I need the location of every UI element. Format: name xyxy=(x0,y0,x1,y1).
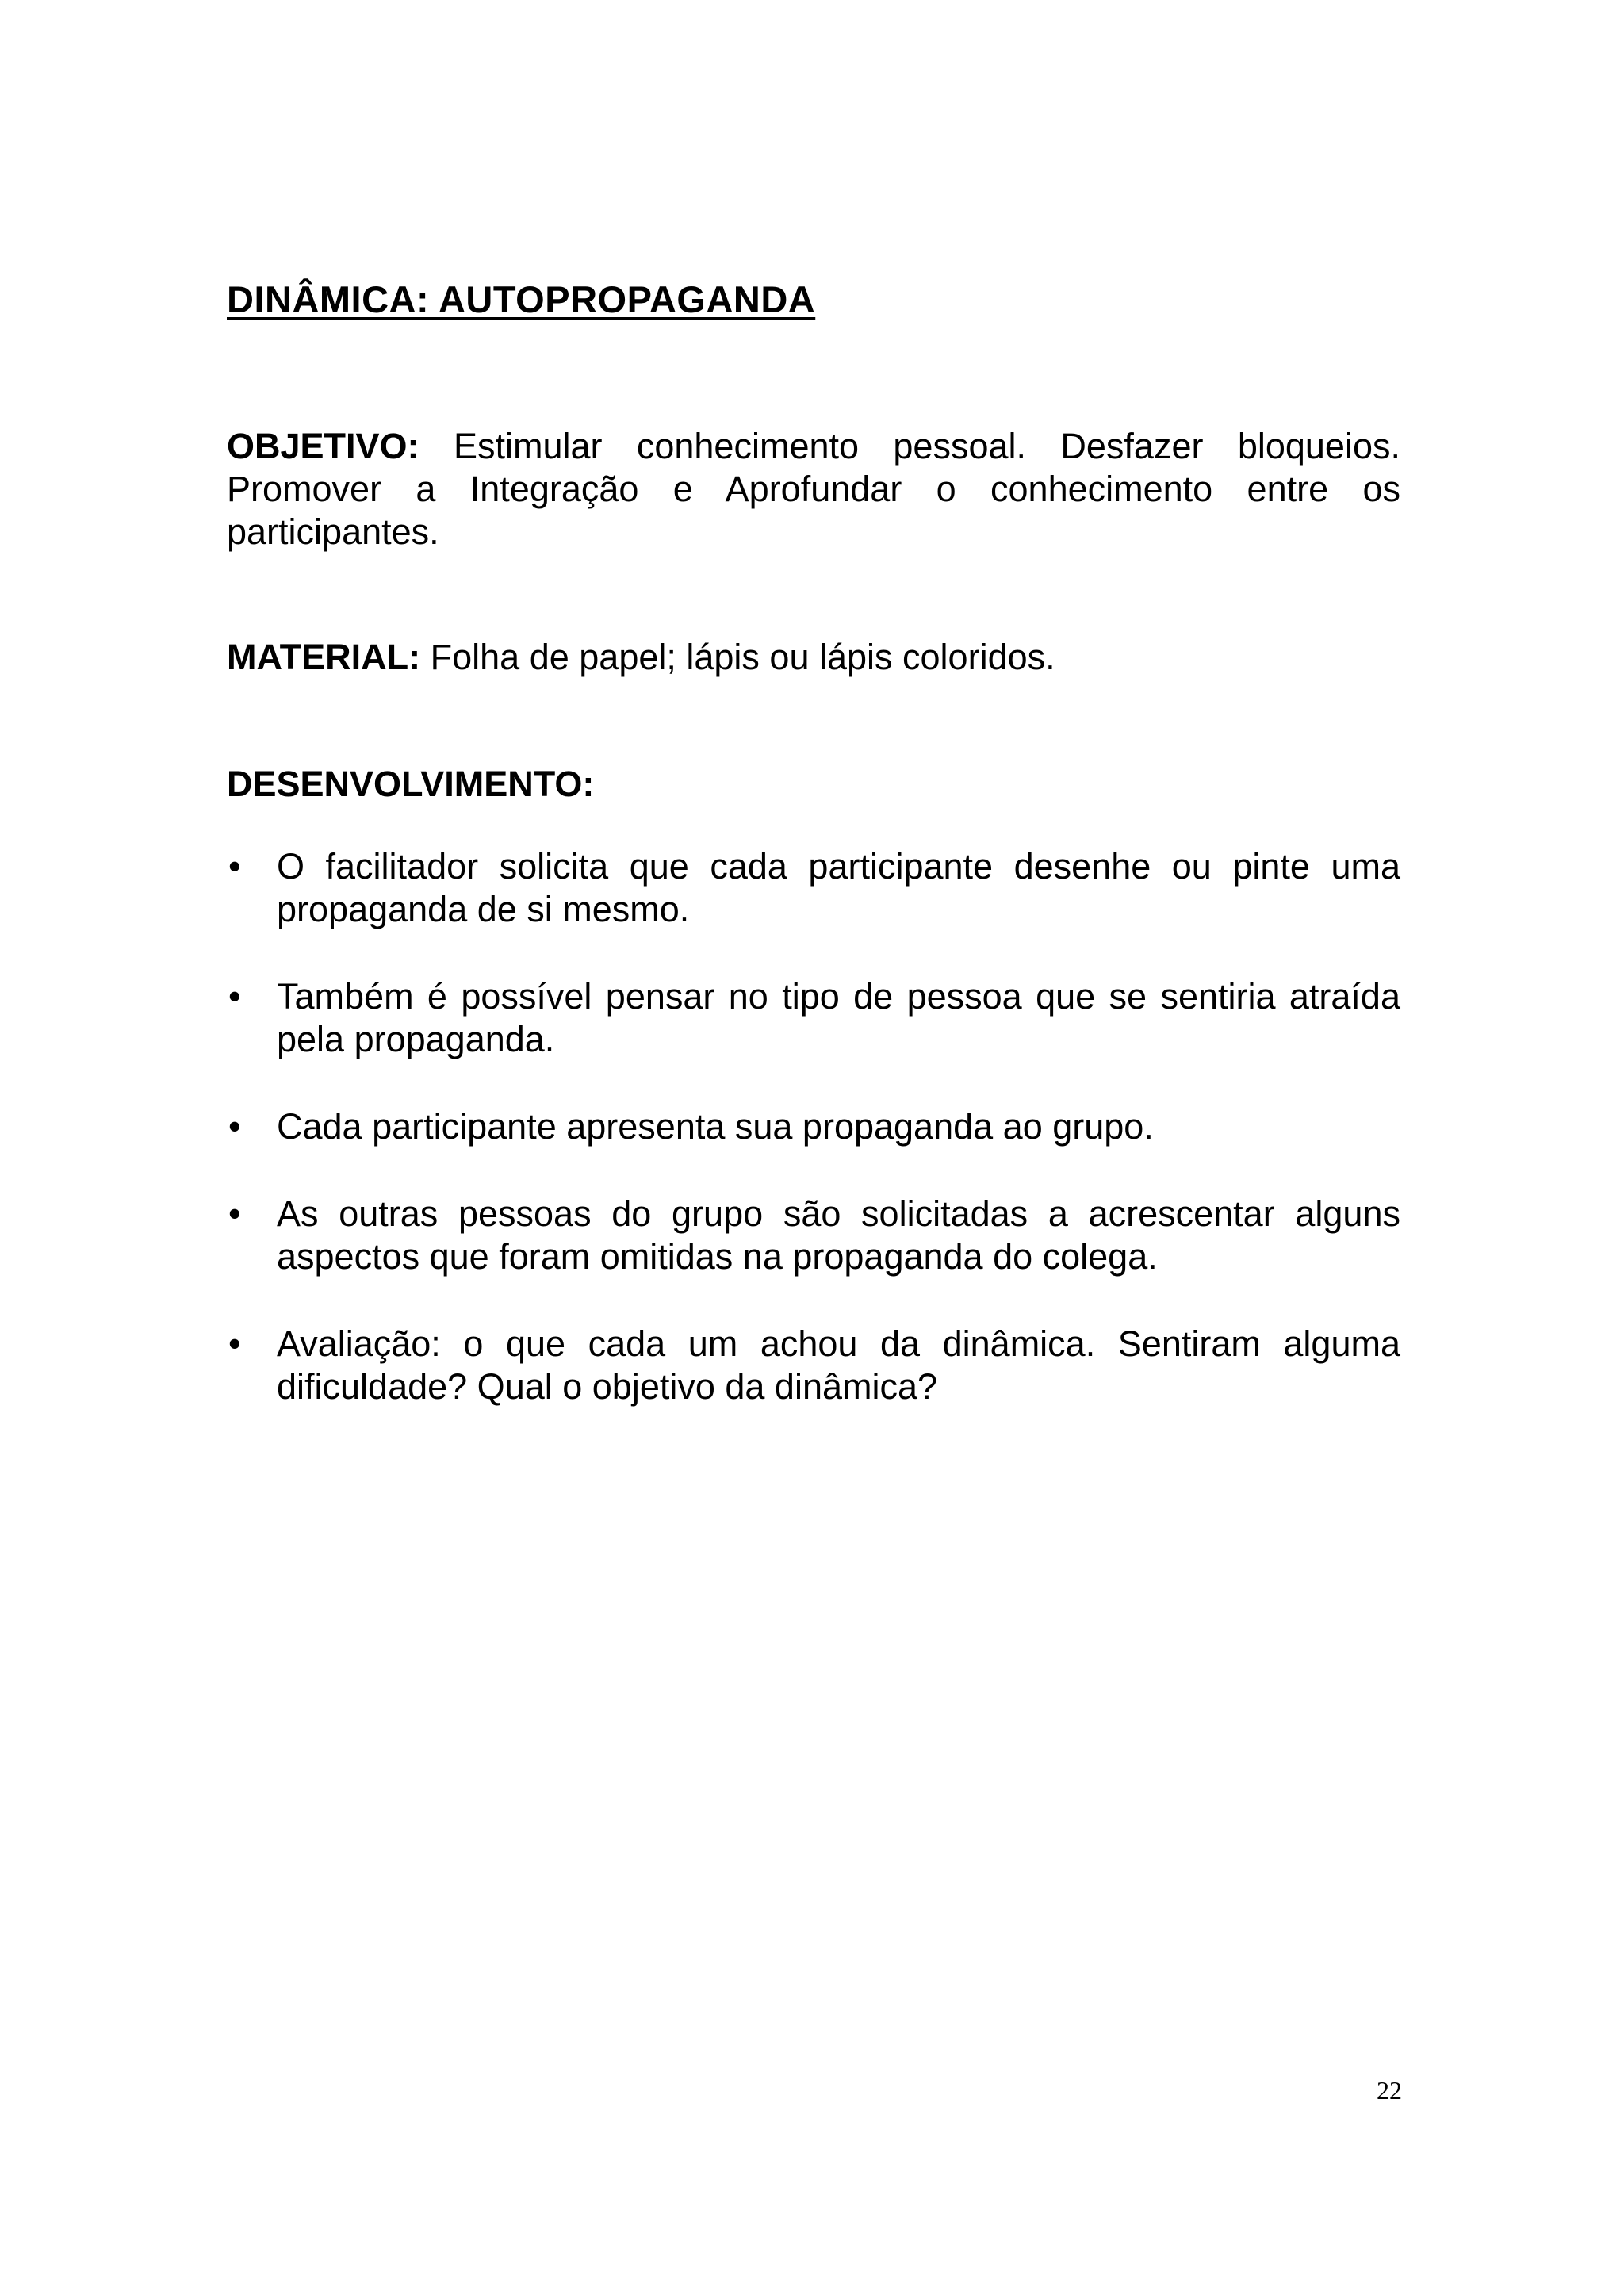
material-paragraph xyxy=(227,636,1400,679)
list-item xyxy=(227,975,1400,1061)
list-item xyxy=(227,1105,1400,1148)
bullet-icon: • xyxy=(228,1193,241,1235)
bullet-icon: • xyxy=(228,1323,241,1365)
list-item-text: Cada participante apresenta sua propaganda ao grupo. xyxy=(277,1106,1154,1147)
list-item-text: O facilitador solicita que cada participante desenhe ou pinte uma propaganda de si mesmo. xyxy=(277,846,1400,930)
objetivo-text: Estimular conhecimento pessoal. Desfazer bloqueios. Promover a Integração e Aprofundar o conhecimento entre os participantes. xyxy=(227,426,1400,553)
page-title: DINÂMICA: AUTOPROPAGANDA xyxy=(227,278,816,320)
desenvolvimento-list xyxy=(227,845,1400,1408)
list-item xyxy=(227,1323,1400,1408)
objetivo-label: OBJETIVO: xyxy=(227,426,419,467)
material-text: Folha de papel; lápis ou lápis coloridos. xyxy=(430,637,1055,678)
list-item-text: Também é possível pensar no tipo de pessoa que se sentiria atraída pela propaganda. xyxy=(277,976,1400,1060)
page-content xyxy=(227,278,1400,1453)
desenvolvimento-label: DESENVOLVIMENTO: xyxy=(227,764,595,805)
list-item-text: Avaliação: o que cada um achou da dinâmica. Sentiram alguma dificuldade? Qual o objetivo da dinâmica? xyxy=(277,1323,1400,1407)
page-number: 22 xyxy=(1377,2076,1402,2104)
list-item xyxy=(227,1193,1400,1278)
objetivo-paragraph xyxy=(227,425,1400,553)
list-item xyxy=(227,845,1400,931)
bullet-icon: • xyxy=(228,846,241,887)
bullet-icon: • xyxy=(228,1106,241,1147)
list-item-text: As outras pessoas do grupo são solicitadas a acrescentar alguns aspectos que foram omitidas na propaganda do colega. xyxy=(277,1193,1400,1277)
material-label: MATERIAL: xyxy=(227,637,421,678)
bullet-icon: • xyxy=(228,976,241,1017)
